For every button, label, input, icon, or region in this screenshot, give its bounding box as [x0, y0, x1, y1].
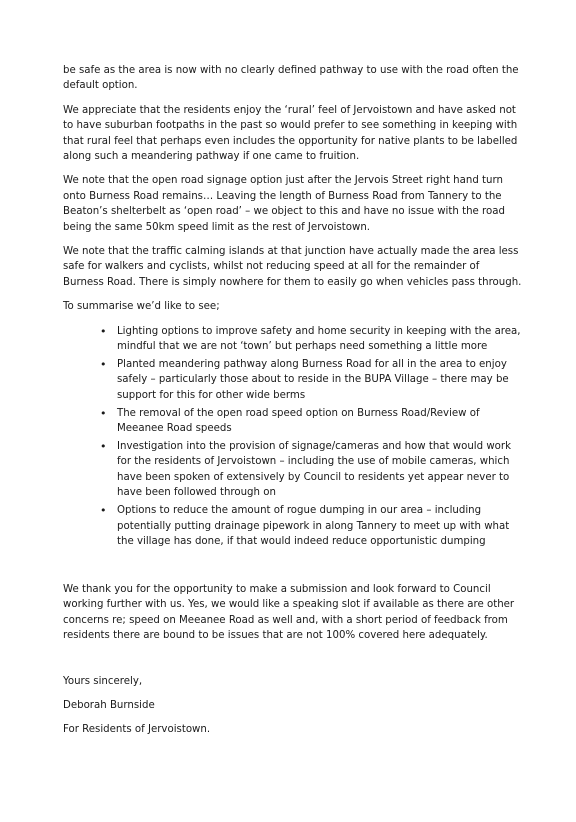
signer-organization: For Residents of Jervoistown. [63, 724, 211, 736]
paragraph-summary-intro: To summarise we’d like to see; [63, 301, 220, 313]
paragraph-pathway-continued: be safe as the area is now with no clearly defined pathway to use with the road often the default option. [63, 65, 519, 92]
letter-page [63, 63, 523, 747]
signer-name: Deborah Burnside [63, 699, 155, 711]
bullet-pathway: • Planted meandering pathway along Burness Road for all in the area to enjoy safely – particularly those about to reside in the BUPA Village – there may be support for this for other wide berms [117, 357, 523, 403]
signoff: Yours sincerely, [63, 675, 143, 687]
paragraph-rural-feel: We appreciate that the residents enjoy the ‘rural’ feel of Jervoistown and have asked not to have suburban footpaths in the past so would prefer to see something in keeping with that rural feel that perhaps even includes the opportunity for native plants to be labelled along such a meandering pathway if one came to fruition. [63, 104, 518, 163]
bullet-rogue-dumping: • Options to reduce the amount of rogue dumping in our area – including potentially putting drainage pipework in along Tannery to meet up with what the village has done, if that would indeed reduce opportunistic dumping [117, 503, 523, 549]
bullet-open-road-removal: • The removal of the open road speed option on Burness Road/Review of Meeanee Road speeds [117, 406, 523, 437]
paragraph-closing: We thank you for the opportunity to make a submission and look forward to Council working further with us. Yes, we would like a speaking slot if available as there are other concerns re; speed on Meeanee Road as well and, with a short period of feedback from residents there are bound to be issues that are not 100% covered here adequately. [63, 583, 515, 642]
spacer [63, 552, 523, 582]
bullet-lighting: • Lighting options to improve safety and home security in keeping with the area, mindful that we are not ‘town’ but perhaps need something a little more [117, 324, 523, 355]
bullet-signage-cameras: • Investigation into the provision of signage/cameras and how that would work for the residents of Jervoistown – including the use of mobile cameras, which have been spoken of extensively by Council to residents yet appear never to have been followed through on [117, 439, 523, 501]
paragraph-traffic-calming: We note that the traffic calming islands at that junction have actually made the area less safe for walkers and cyclists, whilst not reducing speed at all for the remainder of Burness Road. There is simply nowhere for them to easily go when vehicles pass through. [63, 246, 522, 288]
summary-bullet-list [63, 324, 523, 550]
paragraph-open-road-signage: We note that the open road signage option just after the Jervois Street right hand turn onto Burness Road remains… Leaving the length of Burness Road from Tannery to the Beaton’s shelterbelt as ‘open road’ – we object to this and have no issue with the road being the same 50km speed limit as the rest of Jervoistown. [63, 175, 505, 233]
spacer [63, 653, 523, 674]
